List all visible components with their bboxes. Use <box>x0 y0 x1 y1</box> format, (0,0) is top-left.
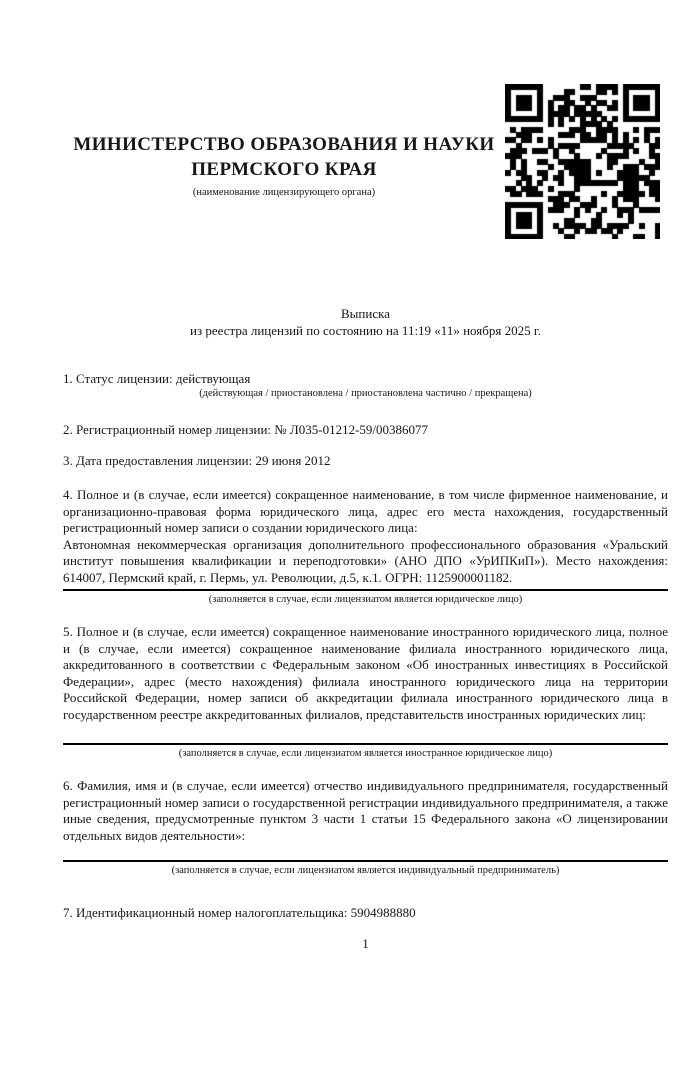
field-license-status <box>63 371 668 387</box>
foreign-entity-caption: (заполняется в случае, если лицензиатом является иностранное юридическое лицо) <box>178 748 553 759</box>
ministry-name <box>63 132 505 182</box>
registration-number-value: № Л035-01212-59/00386077 <box>274 422 429 437</box>
qr-code-canvas <box>505 84 660 239</box>
legal-entity-caption: (заполняется в случае, если лицензиатом является юридическое лицо) <box>208 594 523 605</box>
legal-entity-fill-line <box>63 589 668 591</box>
license-status-label: 1. Статус лицензии: <box>63 371 173 386</box>
document-title-line2: из реестра лицензий по состоянию на 11:19 «11» ноября 2025 г. <box>190 323 541 338</box>
foreign-entity-question: 5. Полное и (в случае, если имеется) сокращенное наименование иностранного юридического лица, полное и (в случае, если имеется) сокращенное наименование филиала иностранного юридического лица, аккредитованного в соответствии с Федеральным законом «Об иностранных инвестициях в Российской Федерации», адрес (место нахождения) филиала иностранного юридического лица на территории Российской Федерации, номер записи об аккредитации филиала иностранного юридического лица в государственном реестре аккредитованных филиалов, представительств иностранных юридических лиц: <box>63 624 668 722</box>
document-page <box>0 84 700 1073</box>
legal-entity-answer: Автономная некоммерческая организация дополнительного профессионального образования «Уральский институт повышения квалификации и переподготовки» (АНО ДПО «УрИПКиП»). Место нахождения: 614007, Пермский край, г. Пермь, ул. Революции, д.5, к.1. ОГРН: 1125900001182. <box>63 536 668 585</box>
taxpayer-number-value: 5904988880 <box>350 905 416 920</box>
taxpayer-number-label: 7. Идентификационный номер налогоплательщика: <box>63 905 348 920</box>
entrepreneur-fill-line <box>63 860 668 862</box>
grant-date-value: 29 июня 2012 <box>255 453 331 468</box>
legal-entity-question: 4. Полное и (в случае, если имеется) сокращенное наименование, в том числе фирменное наименование, и организационно-правовая форма юридического лица, адрес его места нахождения, государственный регистрационный номер записи о создании юридического лица: <box>63 487 668 535</box>
grant-date-label: 3. Дата предоставления лицензии: <box>63 453 253 468</box>
license-status-value: действующая <box>175 371 251 386</box>
field-foreign-entity <box>63 624 668 760</box>
ministry-name-line1: МИНИСТЕРСТВО ОБРАЗОВАНИЯ И НАУКИ <box>73 134 495 155</box>
registration-number-label: 2. Регистрационный номер лицензии: <box>63 422 272 437</box>
license-status-options-caption: (действующая / приостановлена / приостановлена частично / прекращена) <box>199 388 532 399</box>
document-header <box>63 84 668 239</box>
entrepreneur-caption: (заполняется в случае, если лицензиатом является индивидуальный предприниматель) <box>171 865 560 876</box>
ministry-caption: (наименование лицензирующего органа) <box>192 187 376 198</box>
field-legal-entity <box>63 487 668 606</box>
field-entrepreneur <box>63 778 668 877</box>
field-registration-number <box>63 422 668 438</box>
licensing-authority <box>63 84 505 199</box>
document-title <box>63 305 668 339</box>
entrepreneur-question: 6. Фамилия, имя и (в случае, если имеется) отчество индивидуального предпринимателя, государственный регистрационный номер записи о государственной регистрации индивидуального предпринимателя, а также иные сведения, предусмотренные пунктом 3 части 1 статьи 15 Федерального закона «О лицензировании отдельных видов деятельности»: <box>63 778 668 843</box>
ministry-name-line2: ПЕРМСКОГО КРАЯ <box>191 159 377 180</box>
document-title-line1: Выписка <box>341 306 390 321</box>
field-taxpayer-number <box>63 905 668 921</box>
field-grant-date <box>63 453 668 469</box>
document-body <box>63 371 668 921</box>
qr-code-icon <box>505 84 660 239</box>
page-number: 1 <box>362 936 369 951</box>
foreign-entity-fill-line <box>63 743 668 745</box>
